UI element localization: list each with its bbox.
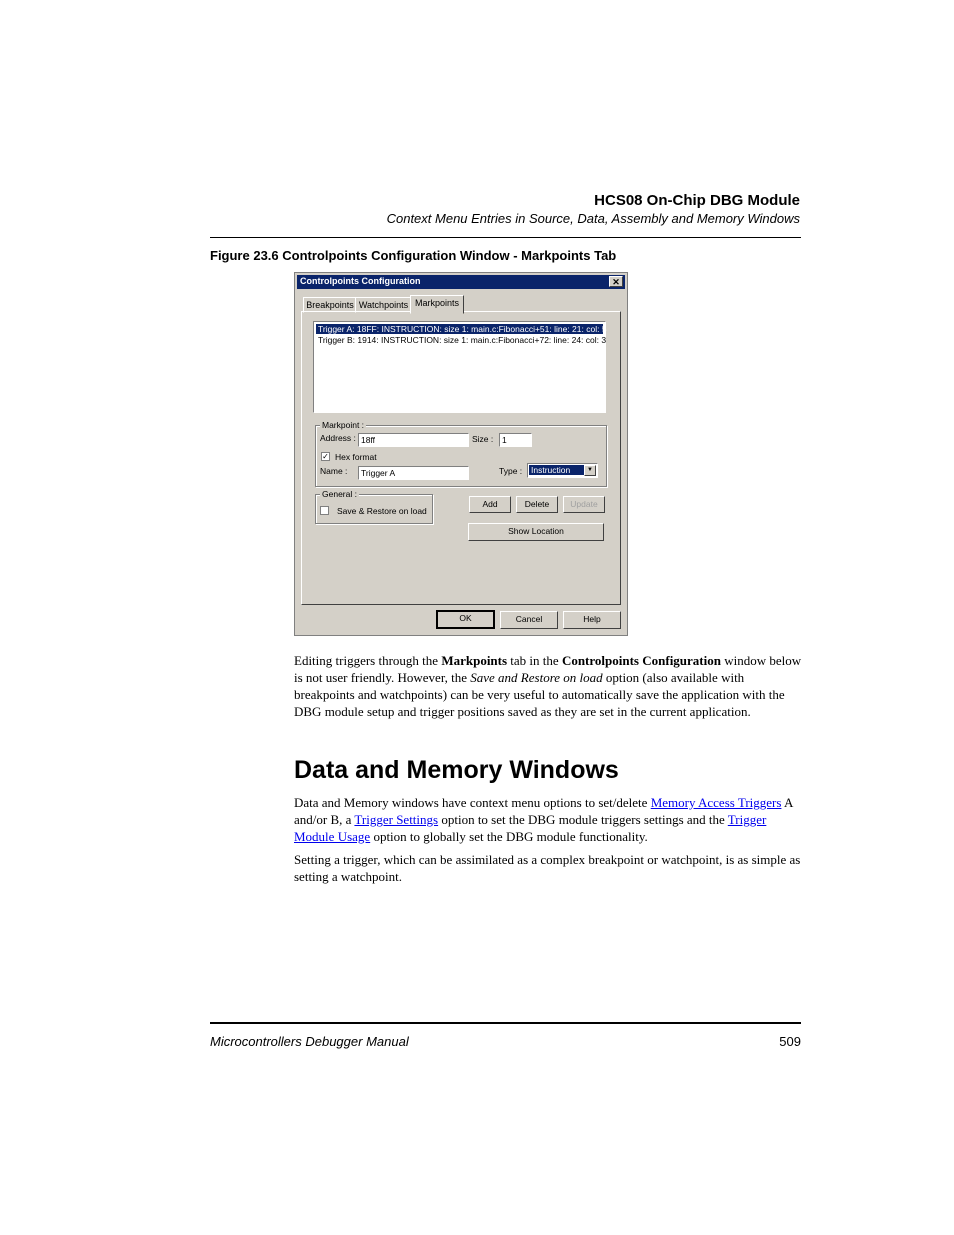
- help-button[interactable]: Help: [563, 611, 621, 629]
- list-item[interactable]: Trigger A: 18FF: INSTRUCTION: size 1: main.c:Fibonacci+51: line: 21: col: 5: [318, 324, 607, 334]
- controlpoints-configuration-dialog: [294, 272, 628, 636]
- bold-term: Controlpoints Configuration: [561, 653, 721, 668]
- memory-access-triggers-link[interactable]: Memory Access Triggers: [650, 795, 782, 810]
- ok-button[interactable]: OK: [436, 610, 495, 629]
- show-location-button[interactable]: Show Location: [468, 523, 604, 541]
- tab-breakpoints[interactable]: Breakpoints: [303, 297, 357, 313]
- address-label: Address :: [320, 433, 356, 443]
- save-restore-checkbox[interactable]: [320, 506, 329, 515]
- add-button[interactable]: Add: [469, 496, 511, 513]
- update-button[interactable]: Update: [563, 496, 605, 513]
- size-label: Size :: [472, 434, 494, 444]
- page-number: 509: [779, 1034, 801, 1049]
- markpoint-group-legend: Markpoint :: [322, 420, 365, 430]
- paragraph-markpoints-editing: [294, 652, 804, 720]
- type-select[interactable]: [527, 463, 598, 478]
- list-item[interactable]: Trigger B: 1914: INSTRUCTION: size 1: main.c:Fibonacci+72: line: 24: col: 3: [318, 335, 607, 345]
- text: option to set the DBG module triggers settings and the: [438, 812, 728, 827]
- cancel-button[interactable]: Cancel: [500, 611, 558, 629]
- header-rule: [210, 237, 801, 238]
- hex-format-label: Hex format: [335, 452, 377, 462]
- figure-caption: Figure 23.6 Controlpoints Configuration Window - Markpoints Tab: [210, 248, 617, 263]
- dialog-title: Controlpoints Configuration: [300, 276, 421, 286]
- running-header-subtitle: Context Menu Entries in Source, Data, Assembly and Memory Windows: [386, 211, 800, 226]
- text: tab in the: [507, 653, 562, 668]
- section-heading: Data and Memory Windows: [294, 756, 619, 784]
- italic-term: Save and Restore on load: [470, 670, 603, 685]
- name-label: Name :: [320, 466, 348, 476]
- text: Editing triggers through the: [294, 653, 442, 668]
- type-label: Type :: [499, 466, 523, 476]
- hex-format-checkbox[interactable]: ✓: [322, 452, 329, 461]
- paragraph-setting-trigger: Setting a trigger, which can be assimilated as a complex breakpoint or watchpoint, is as simple as setting a watchpoint.: [294, 852, 801, 884]
- size-input[interactable]: 1: [499, 433, 532, 447]
- running-header-title: HCS08 On-Chip DBG Module: [594, 192, 800, 209]
- footer-rule: [210, 1022, 801, 1024]
- trigger-module-usage-link[interactable]: Trigger Module Usage: [294, 812, 767, 844]
- text: A and/or B, a: [294, 795, 793, 827]
- tab-watchpoints[interactable]: Watchpoints: [355, 297, 412, 313]
- close-icon[interactable]: ✕: [609, 276, 623, 287]
- text: option to globally set the DBG module functionality.: [370, 829, 648, 844]
- dialog-titlebar: [297, 275, 625, 289]
- paragraph-data-memory-windows: [294, 794, 804, 845]
- general-group-legend: General :: [322, 489, 357, 499]
- chevron-down-icon[interactable]: ▼: [584, 465, 596, 476]
- name-input[interactable]: Trigger A: [358, 466, 469, 480]
- footer-manual-title: Microcontrollers Debugger Manual: [210, 1034, 409, 1049]
- text: window below is not user friendly. However, the: [294, 653, 802, 685]
- tab-markpoints[interactable]: Markpoints: [410, 295, 464, 314]
- type-selected-value: Instruction: [529, 465, 584, 475]
- text: Data and Memory windows have context menu options to set/delete: [294, 795, 651, 810]
- trigger-settings-link[interactable]: Trigger Settings: [354, 812, 439, 827]
- bold-term: Markpoints: [441, 653, 508, 668]
- save-restore-label: Save & Restore on load: [337, 506, 427, 516]
- address-input[interactable]: 18ff: [358, 433, 469, 447]
- delete-button[interactable]: Delete: [516, 496, 558, 513]
- text: option (also available with breakpoints and watchpoints) can be very useful to automatically save the application with the DBG module setup and trigger positions saved as they are set in the current application.: [294, 670, 785, 719]
- trigger-list[interactable]: [313, 321, 606, 413]
